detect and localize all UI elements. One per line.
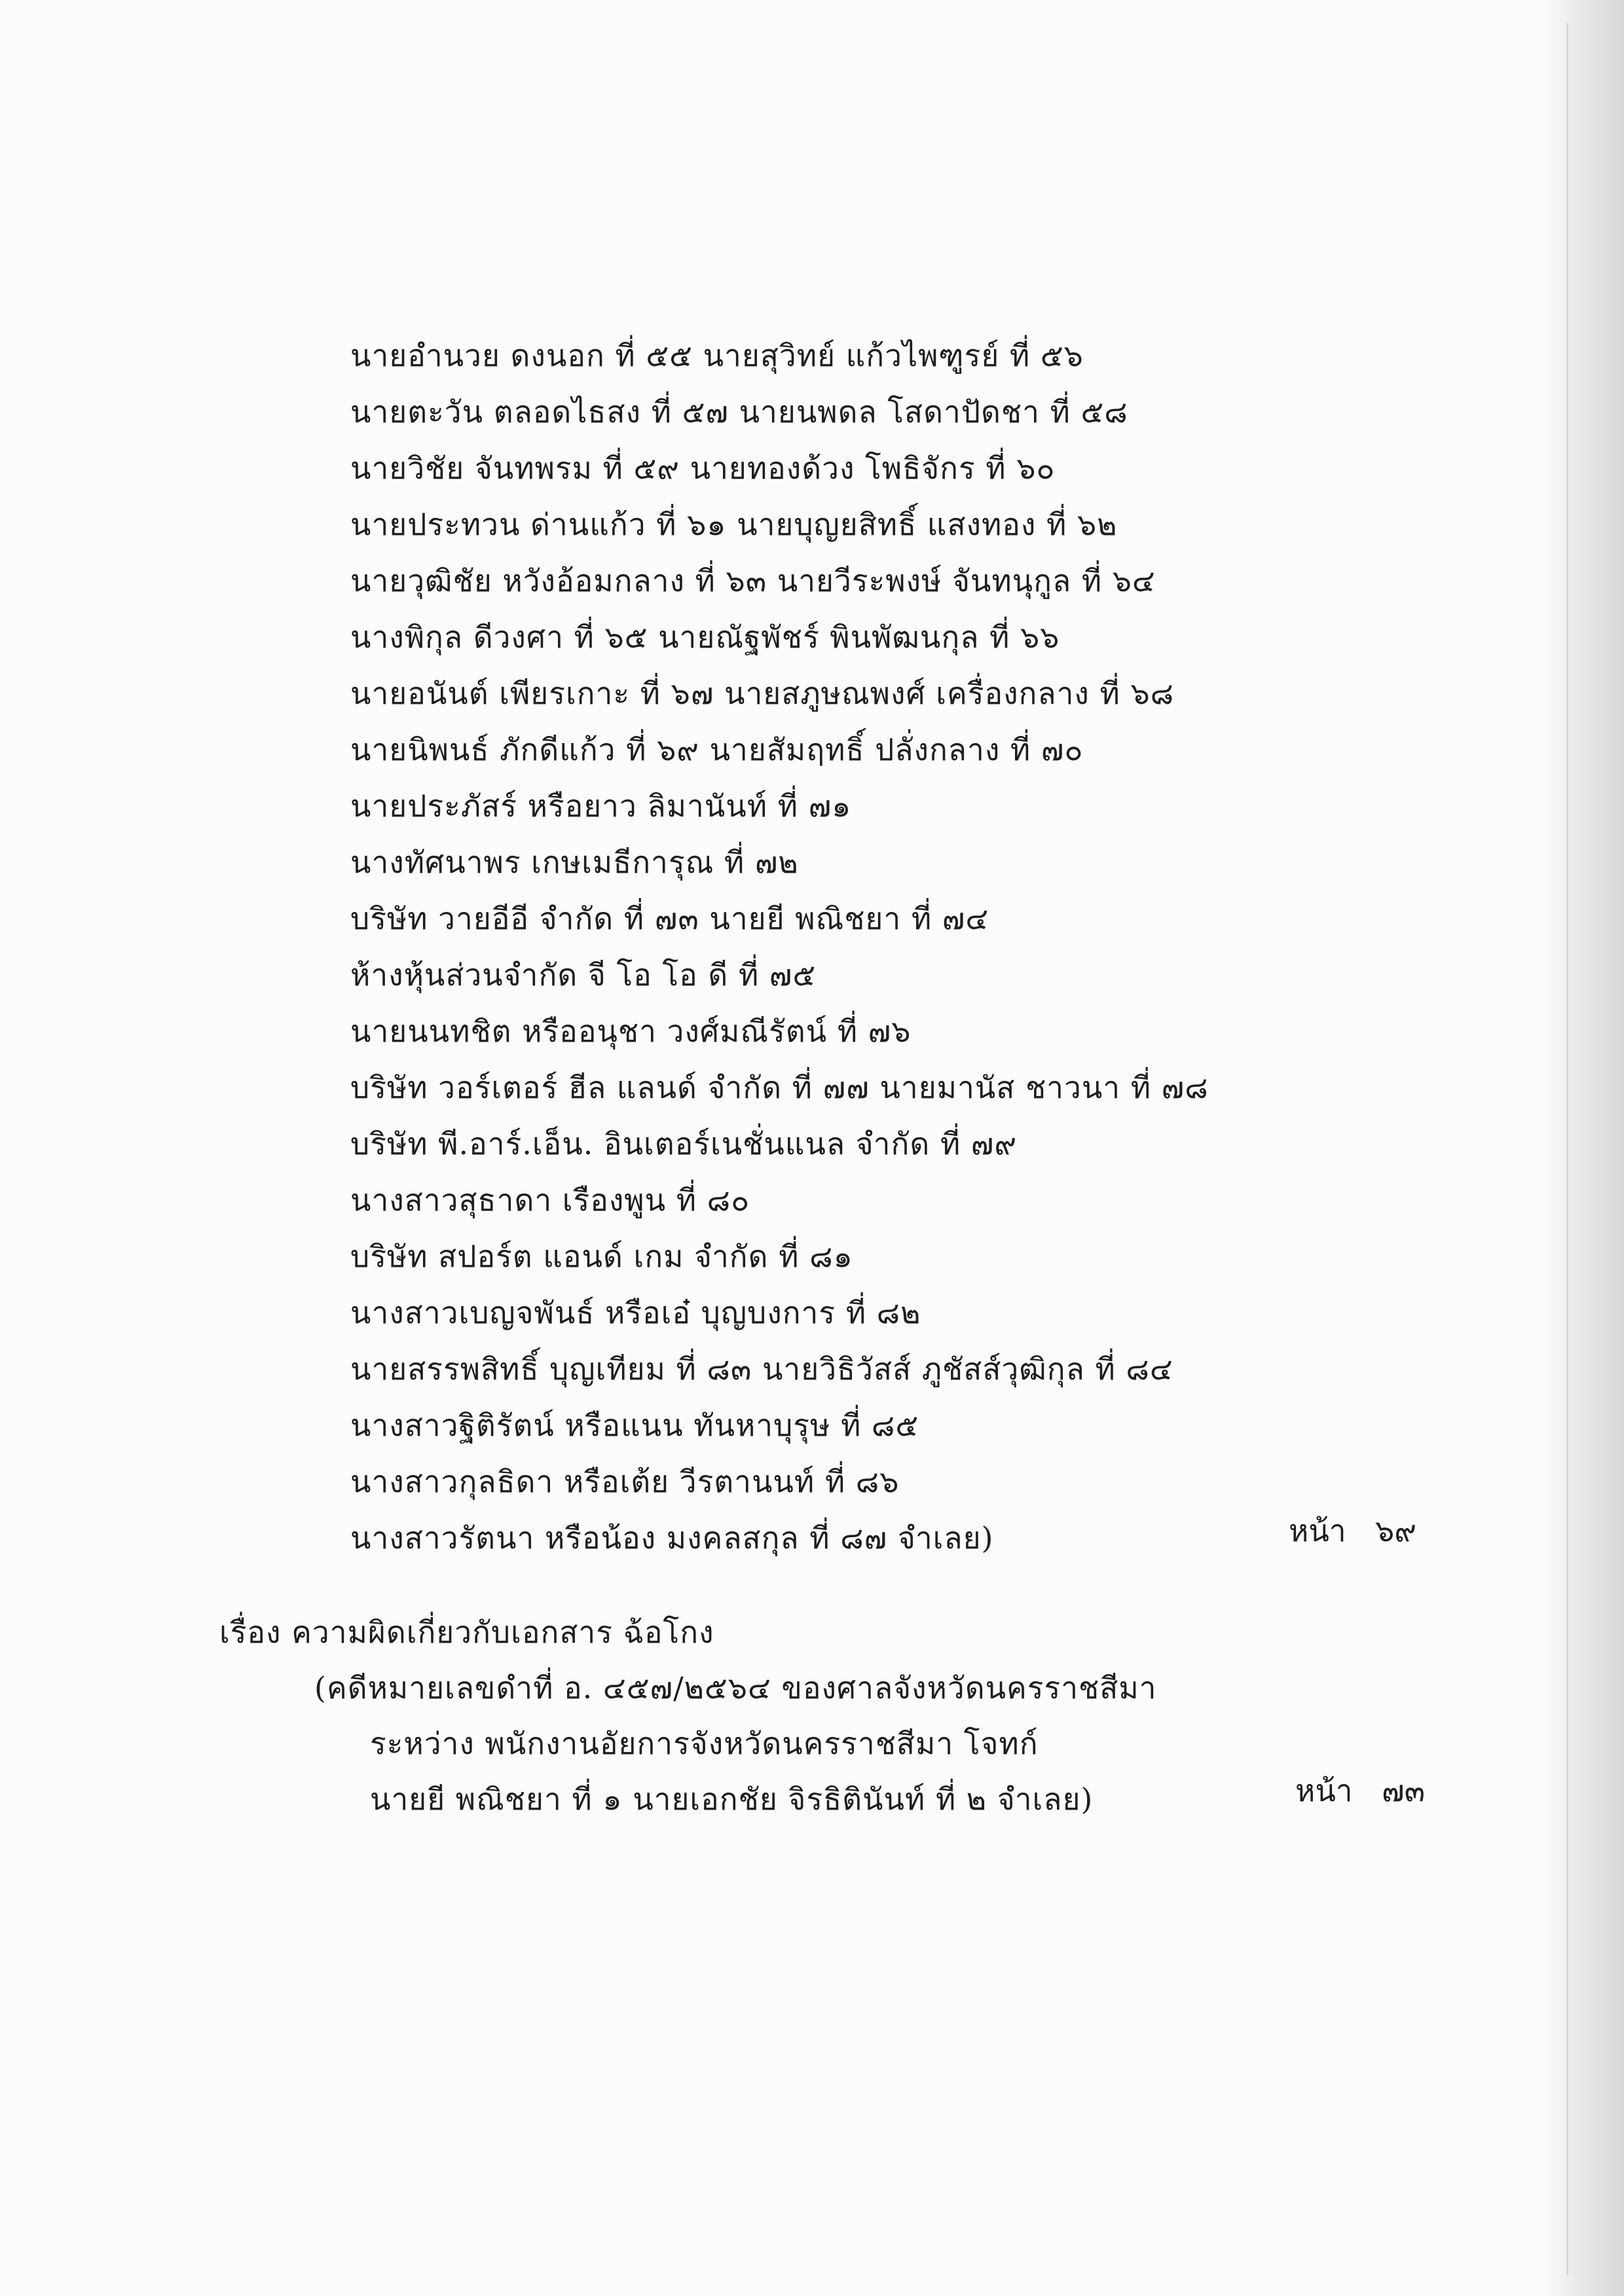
page-label: หน้า xyxy=(1289,1513,1346,1548)
section-title: เรื่อง ความผิดเกี่ยวกับเอกสาร ฉ้อโกง xyxy=(219,1614,714,1650)
party-line: นายตะวัน ตลอดไธสง ที่ ๕๗ นายนพดล โสดาปัดชา ที่ ๕๘ xyxy=(350,394,1128,429)
party-line: นางพิกุล ดีวงศา ที่ ๖๕ นายณัฐพัชร์ พินพัฒนกุล ที่ ๖๖ xyxy=(350,619,1060,655)
party-line: นายวิชัย จันทพรม ที่ ๕๙ นายทองด้วง โพธิจักร ที่ ๖๐ xyxy=(350,450,1056,486)
party-line: นางสาวรัตนา หรือน้อง มงคลสกุล ที่ ๘๗ จำเลย) xyxy=(350,1520,994,1556)
party-line: นายประภัสร์ หรือยาว ลิมานันท์ ที่ ๗๑ xyxy=(350,788,852,824)
party-line: นายอำนวย ดงนอก ที่ ๕๕ นายสุวิทย์ แก้วไพฑูรย์ ที่ ๕๖ xyxy=(350,338,1084,373)
party-line: นายนิพนธ์ ภักดีแก้ว ที่ ๖๙ นายสัมฤทธิ์ ปลั่งกลาง ที่ ๗๐ xyxy=(350,732,1084,767)
page-number: ๖๙ xyxy=(1375,1513,1416,1548)
case-line: (คดีหมายเลขดำที่ อ. ๔๕๗/๒๕๖๔ ของศาลจังหวัดนครราชสีมา xyxy=(314,1670,1157,1705)
party-line: นายอนันต์ เพียรเกาะ ที่ ๖๗ นายสภูษณพงศ์ เครื่องกลาง ที่ ๖๘ xyxy=(350,676,1175,711)
party-line: นางสาวฐิติรัตน์ หรือแนน ทันหาบุรุษ ที่ ๘๕ xyxy=(350,1408,919,1443)
party-line: บริษัท พี.อาร์.เอ็น. อินเตอร์เนชั่นแนล จำกัด ที่ ๗๙ xyxy=(350,1126,1018,1161)
party-line: นายนนทชิต หรืออนุชา วงศ์มณีรัตน์ ที่ ๗๖ xyxy=(350,1013,912,1049)
party-line: นายประทวน ด่านแก้ว ที่ ๖๑ นายบุญยสิทธิ์ แสงทอง ที่ ๖๒ xyxy=(350,507,1118,542)
between-line: ระหว่าง พนักงานอัยการจังหวัดนครราชสีมา โจทก์ xyxy=(370,1726,1039,1761)
scan-shadow xyxy=(1545,0,1624,2296)
party-line: บริษัท วอร์เตอร์ ฮีล แลนด์ จำกัด ที่ ๗๗ นายมานัส ชาวนา ที่ ๗๘ xyxy=(350,1070,1209,1105)
party-line: นางสาวกุลธิดา หรือเต้ย วีรตานนท์ ที่ ๘๖ xyxy=(350,1464,900,1499)
party-line: นางสาวเบญจพันธ์ หรือเอ๋ บุญบงการ ที่ ๘๒ xyxy=(350,1295,921,1330)
party-line: นายสรรพสิทธิ์ บุญเทียม ที่ ๘๓ นายวิธิวัสส์ ภูชัสส์วุฒิกุล ที่ ๘๔ xyxy=(350,1351,1173,1387)
defendants-line: นายยี พณิชยา ที่ ๑ นายเอกชัย จิรธิตินันท์ ที่ ๒ จำเลย) xyxy=(370,1781,1094,1817)
party-line: นางทัศนาพร เกษเมธีการุณ ที่ ๗๒ xyxy=(350,845,799,880)
party-line: นายวุฒิชัย หวังอ้อมกลาง ที่ ๖๓ นายวีระพงษ์ จันทนุกูล ที่ ๖๔ xyxy=(350,563,1156,598)
page-label: หน้า xyxy=(1295,1773,1353,1808)
party-line: บริษัท วายอีอี จำกัด ที่ ๗๓ นายยี พณิชยา ที่ ๗๔ xyxy=(350,901,989,936)
page-number: ๗๓ xyxy=(1382,1773,1426,1808)
party-line: ห้างหุ้นส่วนจำกัด จี โอ โอ ดี ที่ ๗๕ xyxy=(350,957,817,993)
party-line: บริษัท สปอร์ต แอนด์ เกม จำกัด ที่ ๘๑ xyxy=(350,1239,853,1274)
party-line: นางสาวสุธาดา เรืองพูน ที่ ๘๐ xyxy=(350,1182,750,1218)
scan-edge xyxy=(1566,23,1568,2275)
